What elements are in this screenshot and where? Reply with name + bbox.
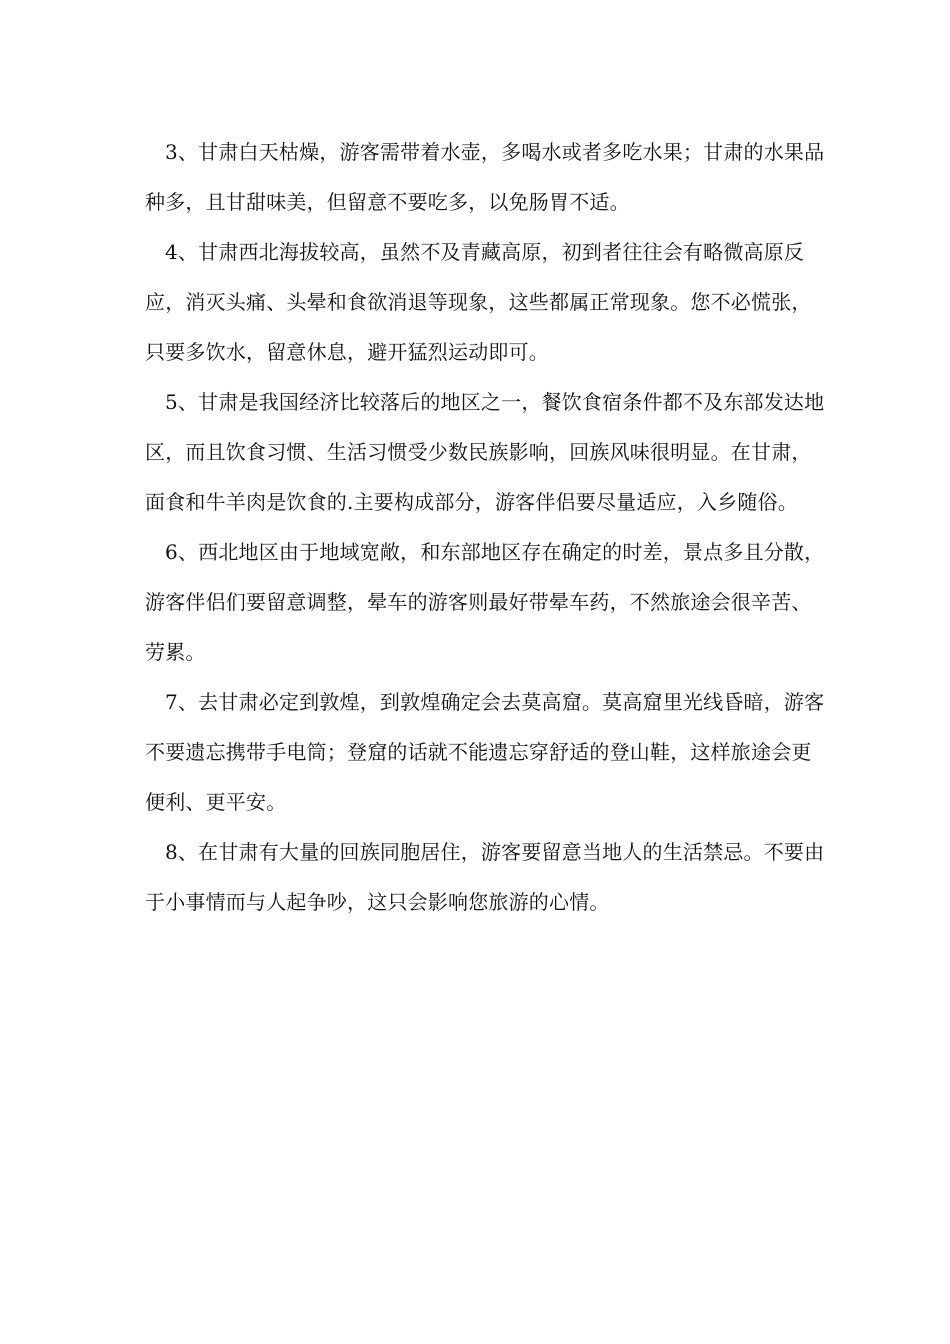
paragraph-tip-7: 7、去甘肃必定到敦煌，到敦煌确定会去莫高窟。莫高窟里光线昏暗，游客不要遗忘携带手电筒；登窟的话就不能遗忘穿舒适的登山鞋，这样旅途会更便利、更平安。 [145,690,825,814]
paragraph-tip-6: 6、西北地区由于地域宽敞，和东部地区存在确定的时差，景点多且分散，游客伴侣们要留意调整，晕车的游客则最好带晕车药，不然旅途会很辛苦、劳累。 [145,540,825,664]
paragraph-tip-8: 8、在甘肃有大量的回族同胞居住，游客要留意当地人的生活禁忌。不要由于小事情而与人起争吵，这只会影响您旅游的心情。 [145,840,825,914]
paragraph-tip-4: 4、甘肃西北海拔较高，虽然不及青藏高原，初到者往往会有略微高原反应，消灭头痛、头晕和食欲消退等现象，这些都属正常现象。您不必慌张，只要多饮水，留意休息，避开猛烈运动即可。 [145,240,812,364]
document-body [145,127,830,927]
paragraph-tip-3: 3、甘肃白天枯燥，游客需带着水壶，多喝水或者多吃水果；甘肃的水果品种多，且甘甜味美，但留意不要吃多，以免肠胃不适。 [145,140,825,214]
paragraph-tip-5: 5、甘肃是我国经济比较落后的地区之一，餐饮食宿条件都不及东部发达地区，而且饮食习惯、生活习惯受少数民族影响，回族风味很明显。在甘肃，面食和牛羊肉是饮食的.主要构成部分，游客伴侣要尽量适应，入乡随俗。 [145,390,825,514]
